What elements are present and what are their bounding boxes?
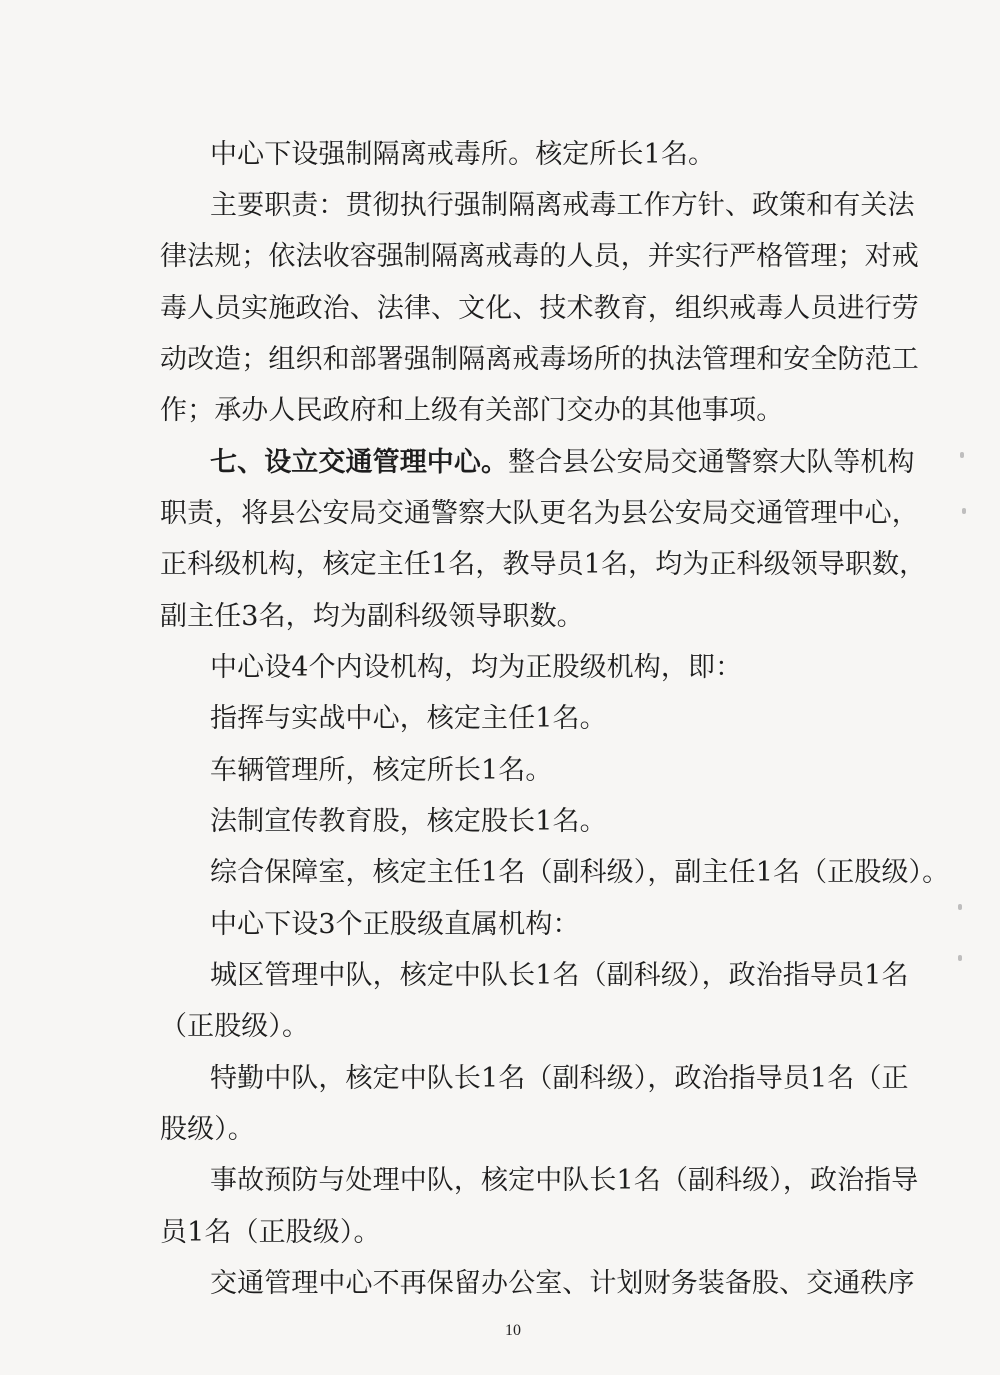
text-line: 作；承办人民政府和上级有关部门交办的其他事项。 [160,395,784,426]
text-line: 动改造；组织和部署强制隔离戒毒场所的执法管理和安全防范工 [160,344,919,375]
scan-speck [960,452,964,458]
text-line: 律法规；依法收容强制隔离戒毒的人员，并实行严格管理；对戒 [160,241,919,272]
text-line: 中心下设3个正股级直属机构： [210,909,580,940]
text-line: 毒人员实施政治、法律、文化、技术教育，组织戒毒人员进行劳 [160,293,919,324]
text-line: 城区管理中队，核定中队长1名（副科级），政治指导员1名 [210,960,909,991]
scan-speck [958,955,962,961]
text-line: 职责，将县公安局交通警察大队更名为县公安局交通管理中心， [160,498,919,529]
scan-speck [962,508,966,514]
text-line: 指挥与实战中心，核定主任1名。 [210,703,607,734]
text-line: 员1名（正股级）。 [160,1217,381,1248]
text-line: 正科级机构，核定主任1名，教导员1名，均为正科级领导职数， [160,549,927,580]
text-line: 副主任3名，均为副科级领导职数。 [160,601,584,632]
text-line: 股级）。 [160,1114,255,1145]
section-heading: 七、设立交通管理中心。 [210,447,509,478]
text-line: 事故预防与处理中队，核定中队长1名（副科级），政治指导 [210,1165,919,1196]
text-line: 车辆管理所，核定所长1名。 [210,755,553,786]
text-line: 主要职责：贯彻执行强制隔离戒毒工作方针、政策和有关法 [210,190,915,221]
text-line: 中心下设强制隔离戒毒所。核定所长1名。 [210,139,716,170]
page-number: 10 [505,1322,521,1339]
text-line: （正股级）。 [160,1011,310,1042]
section-heading-text: 整合县公安局交通警察大队等机构 [508,447,915,478]
text-line: 特勤中队，核定中队长1名（副科级），政治指导员1名（正 [210,1063,909,1094]
section-heading-line [210,443,915,483]
text-line: 综合保障室，核定主任1名（副科级），副主任1名（正股级）。 [210,857,950,888]
text-line: 法制宣传教育股，核定股长1名。 [210,806,607,837]
text-line: 中心设4个内设机构，均为正股级机构，即： [210,652,743,683]
text-line: 交通管理中心不再保留办公室、计划财务装备股、交通秩序 [210,1268,915,1299]
scan-speck [958,904,962,910]
